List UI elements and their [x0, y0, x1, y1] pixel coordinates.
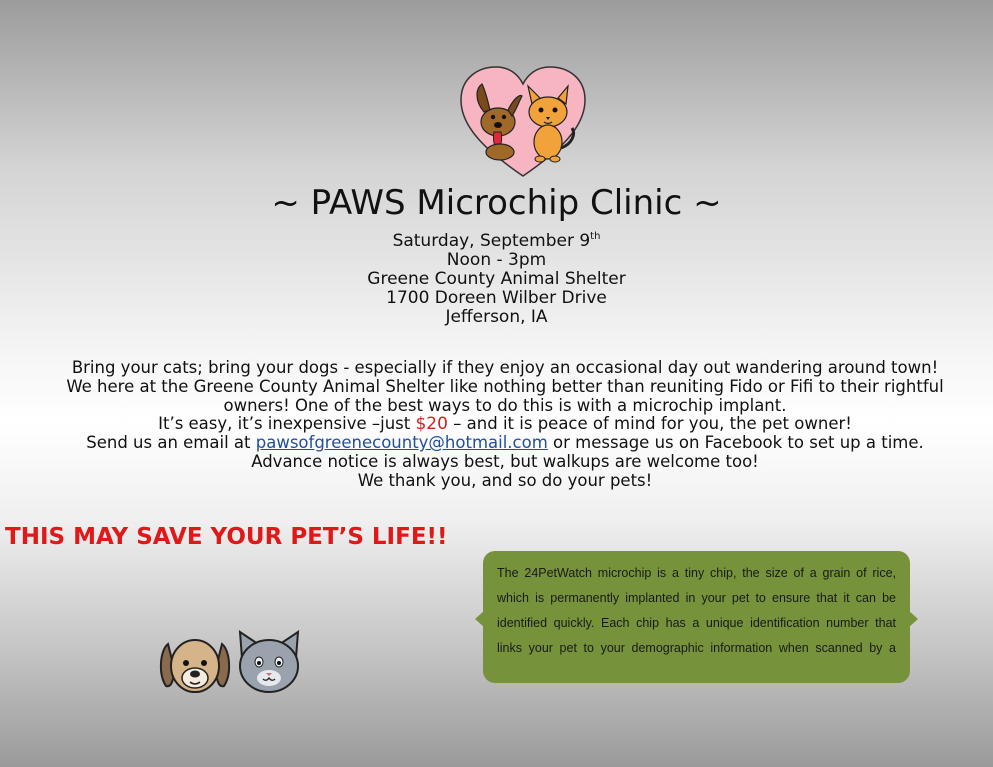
body-line-7: We thank you, and so do your pets! — [357, 470, 653, 490]
info-box-arrow-right — [909, 611, 918, 627]
microchip-info-text: The 24PetWatch microchip is a tiny chip, the size of a grain of rice, which is permanently implanted in your pet to ensure that it can be identified quickly. Each chip has a unique identification number that links your pet to your demographic information when scanned by a — [497, 566, 896, 655]
body-line-5-post: or message us on Facebook to set up a time. — [547, 433, 924, 453]
event-date-text: Saturday, September 9 — [392, 231, 591, 251]
email-link[interactable]: pawsofgreenecounty@hotmail.com — [255, 433, 548, 453]
event-venue: Greene County Animal Shelter — [367, 269, 626, 289]
price-text: $20 — [415, 414, 448, 435]
event-date-suffix: th — [590, 231, 601, 242]
cat-face-icon — [240, 632, 298, 692]
dog-face-icon — [161, 640, 229, 692]
event-time: Noon - 3pm — [446, 250, 547, 270]
body-paragraph — [40, 359, 970, 491]
body-line-4-post: – and it is peace of mind for you, the pet owner! — [447, 414, 852, 434]
body-line-6: Advance notice is always best, but walkups are welcome too! — [251, 451, 759, 471]
event-details — [0, 232, 993, 327]
event-date — [0, 232, 993, 251]
pet-faces-illustration — [158, 630, 303, 696]
body-line-2: We here at the Greene County Animal Shelter like nothing better than reuniting Fido or Fifi to their rightful — [66, 376, 944, 396]
heart-dog-cat-logo — [458, 64, 588, 180]
body-line-4-pre: It’s easy, it’s inexpensive –just — [158, 414, 416, 434]
body-line-5-pre: Send us an email at — [86, 433, 256, 453]
page-title: ~ PAWS Microchip Clinic ~ — [271, 183, 722, 223]
warning-heading: THIS MAY SAVE YOUR PET’S LIFE!! — [5, 524, 448, 550]
body-line-1: Bring your cats; bring your dogs - especially if they enjoy an occasional day out wandering around town! — [71, 358, 939, 377]
event-city: Jefferson, IA — [445, 307, 548, 327]
body-line-5 — [40, 434, 970, 453]
microchip-info-box — [483, 551, 910, 683]
event-address: 1700 Doreen Wilber Drive — [386, 288, 607, 308]
body-line-4 — [40, 415, 970, 434]
body-line-3: owners! One of the best ways to do this is with a microchip implant. — [223, 395, 787, 415]
